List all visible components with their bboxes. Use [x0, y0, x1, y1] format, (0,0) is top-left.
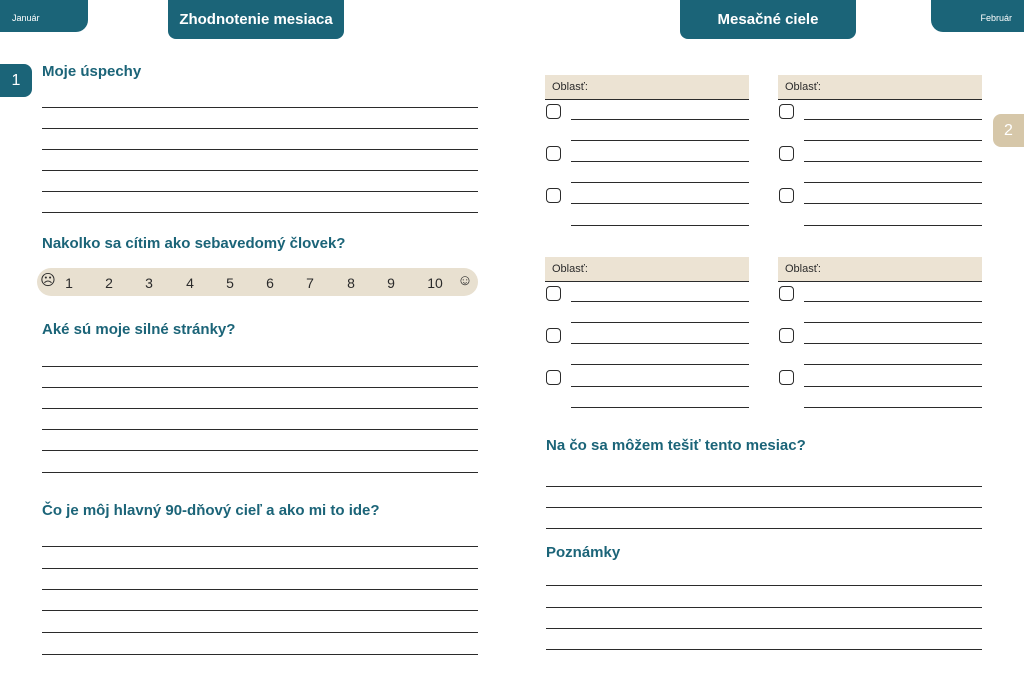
heading-confidence: Nakolko sa cítim ako sebavedomý človek? — [42, 235, 346, 252]
writing-line[interactable] — [42, 429, 478, 430]
goal-line[interactable] — [571, 182, 749, 183]
scale-option-3[interactable]: 3 — [145, 275, 153, 291]
scale-option-1[interactable]: 1 — [65, 275, 73, 291]
scale-option-9[interactable]: 9 — [387, 275, 395, 291]
writing-line[interactable] — [42, 568, 478, 569]
goal-checkbox[interactable] — [546, 370, 561, 385]
scale-option-2[interactable]: 2 — [105, 275, 113, 291]
month-tab-left[interactable] — [0, 0, 88, 32]
writing-line[interactable] — [42, 654, 478, 655]
goal-line[interactable] — [571, 322, 749, 323]
goal-line[interactable] — [804, 343, 982, 344]
goal-line[interactable] — [804, 119, 982, 120]
section-title-left: Zhodnotenie mesiaca — [179, 11, 333, 28]
writing-line[interactable] — [42, 546, 478, 547]
writing-line[interactable] — [42, 128, 478, 129]
writing-line[interactable] — [546, 507, 982, 508]
goal-checkbox[interactable] — [779, 370, 794, 385]
writing-line[interactable] — [42, 191, 478, 192]
writing-line[interactable] — [42, 589, 478, 590]
heading-main-goal: Čo je môj hlavný 90-dňový cieľ a ako mi to ide? — [42, 502, 380, 519]
scale-option-5[interactable]: 5 — [226, 275, 234, 291]
goal-line[interactable] — [571, 407, 749, 408]
goal-line[interactable] — [804, 161, 982, 162]
goal-line[interactable] — [804, 225, 982, 226]
writing-line[interactable] — [42, 366, 478, 367]
goal-line[interactable] — [571, 343, 749, 344]
heading-looking-forward: Na čo sa môžem tešiť tento mesiac? — [546, 437, 806, 454]
sad-face-icon: ☹ — [40, 272, 56, 289]
goal-checkbox[interactable] — [546, 328, 561, 343]
heading-strengths: Aké sú moje silné stránky? — [42, 321, 236, 338]
goal-area-header — [545, 257, 749, 282]
goal-checkbox[interactable] — [546, 146, 561, 161]
goal-checkbox[interactable] — [546, 188, 561, 203]
goal-area-label: Oblasť: — [552, 263, 588, 275]
goal-line[interactable] — [571, 364, 749, 365]
goal-line[interactable] — [571, 225, 749, 226]
writing-line[interactable] — [42, 170, 478, 171]
writing-line[interactable] — [42, 408, 478, 409]
goal-checkbox[interactable] — [779, 188, 794, 203]
month-left-label: Január — [12, 13, 40, 23]
goal-checkbox[interactable] — [779, 328, 794, 343]
goal-line[interactable] — [571, 301, 749, 302]
writing-line[interactable] — [42, 472, 478, 473]
goal-area-header — [778, 75, 982, 100]
confidence-scale — [37, 268, 478, 296]
goal-area-label: Oblasť: — [785, 81, 821, 93]
writing-line[interactable] — [42, 610, 478, 611]
writing-line[interactable] — [42, 149, 478, 150]
writing-line[interactable] — [546, 649, 982, 650]
goal-checkbox[interactable] — [779, 286, 794, 301]
goal-line[interactable] — [804, 140, 982, 141]
goal-line[interactable] — [571, 203, 749, 204]
writing-line[interactable] — [42, 632, 478, 633]
goal-area-header — [545, 75, 749, 100]
scale-option-8[interactable]: 8 — [347, 275, 355, 291]
page-number-right: 2 — [993, 114, 1024, 147]
writing-line[interactable] — [546, 585, 982, 586]
goal-line[interactable] — [571, 119, 749, 120]
heading-achievements: Moje úspechy — [42, 63, 142, 80]
writing-line[interactable] — [42, 450, 478, 451]
scale-option-4[interactable]: 4 — [186, 275, 194, 291]
goal-area-label: Oblasť: — [552, 81, 588, 93]
goal-line[interactable] — [571, 140, 749, 141]
goal-checkbox[interactable] — [779, 146, 794, 161]
writing-line[interactable] — [42, 107, 478, 108]
heading-notes: Poznámky — [546, 544, 621, 561]
goal-line[interactable] — [804, 322, 982, 323]
section-title-right: Mesačné ciele — [717, 11, 819, 28]
month-right-label: Február — [980, 13, 1012, 23]
goal-checkbox[interactable] — [546, 104, 561, 119]
month-tab-right[interactable] — [931, 0, 1024, 32]
writing-line[interactable] — [546, 607, 982, 608]
writing-line[interactable] — [546, 628, 982, 629]
scale-option-6[interactable]: 6 — [266, 275, 274, 291]
goal-line[interactable] — [571, 161, 749, 162]
goal-area-label: Oblasť: — [785, 263, 821, 275]
goal-line[interactable] — [804, 182, 982, 183]
goal-line[interactable] — [571, 386, 749, 387]
page-number-left: 1 — [0, 64, 32, 97]
writing-line[interactable] — [42, 212, 478, 213]
smiley-face-icon: ☺ — [457, 272, 473, 289]
goal-area-header — [778, 257, 982, 282]
goal-line[interactable] — [804, 301, 982, 302]
goal-line[interactable] — [804, 364, 982, 365]
scale-option-7[interactable]: 7 — [306, 275, 314, 291]
goal-line[interactable] — [804, 203, 982, 204]
writing-line[interactable] — [546, 528, 982, 529]
scale-option-10[interactable]: 10 — [427, 275, 443, 291]
goal-line[interactable] — [804, 386, 982, 387]
section-header-right — [680, 0, 856, 39]
writing-line[interactable] — [546, 486, 982, 487]
goal-line[interactable] — [804, 407, 982, 408]
goal-checkbox[interactable] — [546, 286, 561, 301]
writing-line[interactable] — [42, 387, 478, 388]
section-header-left — [168, 0, 344, 39]
goal-checkbox[interactable] — [779, 104, 794, 119]
